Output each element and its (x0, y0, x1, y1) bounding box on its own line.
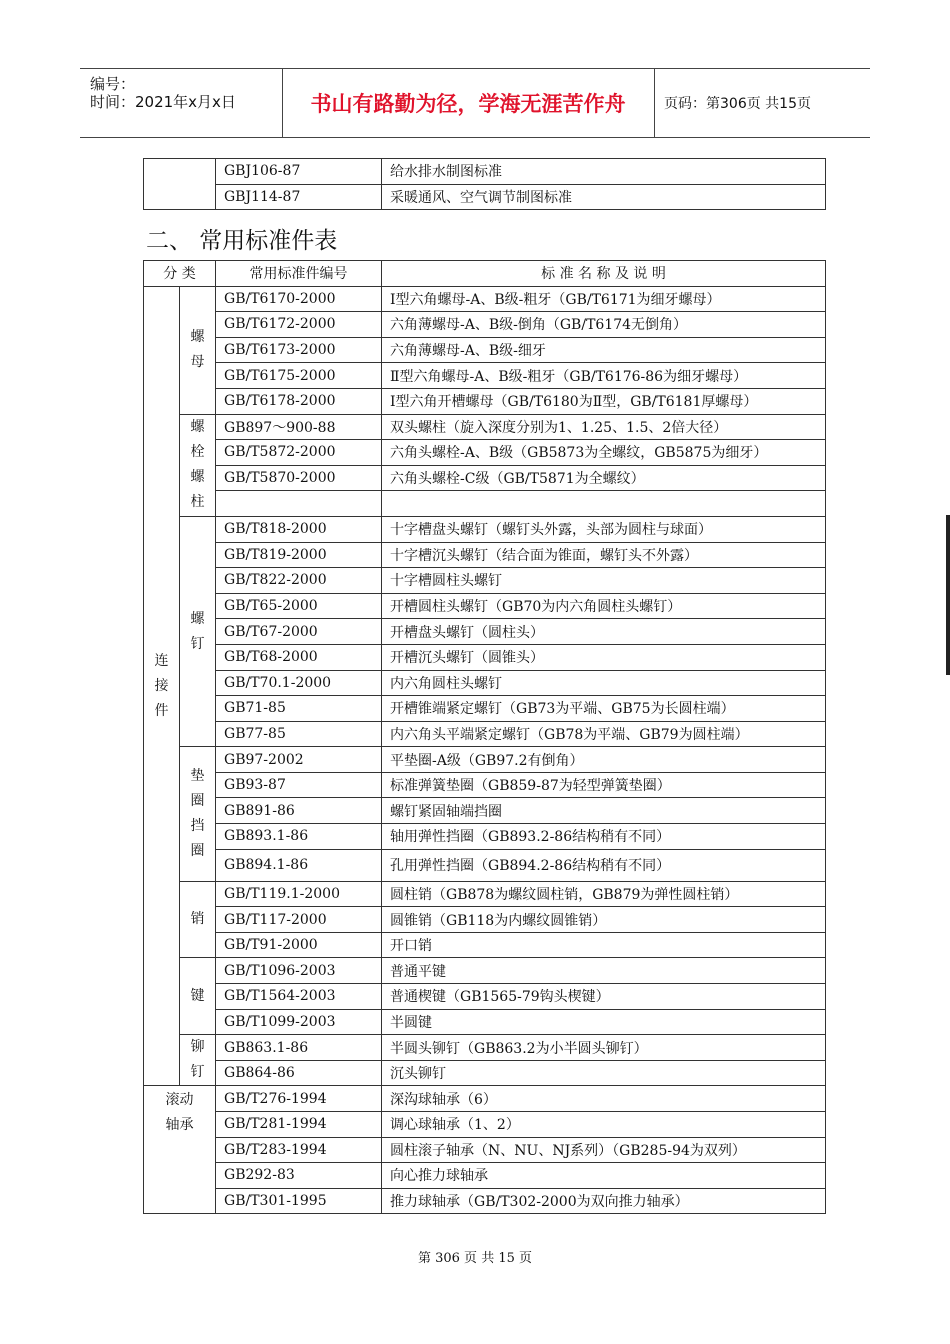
desc-cell: 半圆键 (382, 1009, 826, 1035)
table-row (144, 1137, 826, 1163)
table-row (144, 907, 826, 933)
category-bolt: 螺栓螺柱 (180, 414, 216, 516)
desc-cell: 十字槽圆柱头螺钉 (382, 568, 826, 594)
desc-cell: 半圆头铆钉（GB863.2为小半圆头铆钉） (382, 1035, 826, 1061)
code-cell: GB897～900-88 (216, 414, 382, 440)
table-row (144, 312, 826, 338)
code-cell: GBJ106-87 (216, 159, 382, 185)
table-row (144, 388, 826, 414)
desc-cell: Ⅰ型六角开槽螺母（GB/T6180为Ⅱ型，GB/T6181厚螺母） (382, 388, 826, 414)
desc-cell: 平垫圈-A级（GB97.2有倒角） (382, 747, 826, 773)
page-edge-bar (946, 515, 950, 675)
desc-cell: Ⅰ型六角螺母-A、B级-粗牙（GB/T6171为细牙螺母） (382, 286, 826, 312)
code-label: 编号： (90, 75, 136, 93)
code-cell: GB/T67-2000 (216, 619, 382, 645)
code-cell: GB/T1564-2003 (216, 984, 382, 1010)
code-cell: GB/T6175-2000 (216, 363, 382, 389)
time-label: 时间：2021年x月x日 (90, 93, 236, 111)
desc-cell: 采暖通风、空气调节制图标准 (382, 184, 826, 210)
code-cell: GB/T1099-2003 (216, 1009, 382, 1035)
code-cell: GB863.1-86 (216, 1035, 382, 1061)
table-row (144, 465, 826, 491)
desc-cell: 六角头螺栓-C级（GB/T5871为全螺纹） (382, 465, 826, 491)
desc-cell: 深沟球轴承（6） (382, 1086, 826, 1112)
header-meta (80, 69, 283, 137)
code-cell: GB/T283-1994 (216, 1137, 382, 1163)
table-row (144, 958, 826, 984)
table-row (144, 1086, 826, 1112)
header-category: 分 类 (144, 261, 216, 287)
table-row (144, 1188, 826, 1214)
category-washer: 垫圈挡圈 (180, 747, 216, 881)
desc-cell: 十字槽沉头螺钉（结合面为锥面，螺钉头不外露） (382, 542, 826, 568)
category-screw: 螺钉 (180, 516, 216, 746)
table-row (144, 984, 826, 1010)
table-row (144, 286, 826, 312)
desc-cell: 圆柱销（GB878为螺纹圆柱销，GB879为弹性圆柱销） (382, 881, 826, 907)
code-cell: GB292-83 (216, 1163, 382, 1189)
code-cell: GB/T68-2000 (216, 644, 382, 670)
code-cell: GBJ114-87 (216, 184, 382, 210)
code-cell: GB/T65-2000 (216, 593, 382, 619)
table-row (144, 849, 826, 881)
code-cell: GB/T1096-2003 (216, 958, 382, 984)
table-row (144, 824, 826, 850)
code-cell: GB/T822-2000 (216, 568, 382, 594)
desc-cell: 内六角圆柱头螺钉 (382, 670, 826, 696)
table-header-row (144, 261, 826, 287)
table-row (144, 798, 826, 824)
desc-cell: Ⅱ型六角螺母-A、B级-粗牙（GB/T6176-86为细牙螺母） (382, 363, 826, 389)
table-row (144, 159, 826, 185)
section-title: 二、 常用标准件表 (146, 228, 338, 254)
code-cell: GB/T301-1995 (216, 1188, 382, 1214)
table-row (144, 772, 826, 798)
code-cell: GB/T70.1-2000 (216, 670, 382, 696)
table-row (144, 932, 826, 958)
code-cell: GB/T6173-2000 (216, 337, 382, 363)
code-cell: GB77-85 (216, 721, 382, 747)
table-row (144, 1009, 826, 1035)
header-code: 常用标准件编号 (216, 261, 382, 287)
table-row (144, 414, 826, 440)
desc-cell: 开口销 (382, 932, 826, 958)
code-cell: GB/T119.1-2000 (216, 881, 382, 907)
desc-cell: 推力球轴承（GB/T302-2000为双向推力轴承） (382, 1188, 826, 1214)
top-table (143, 158, 826, 210)
code-cell: GB893.1-86 (216, 824, 382, 850)
table-row (144, 644, 826, 670)
desc-cell: 开槽锥端紧定螺钉（GB73为平端、GB75为长圆柱端） (382, 696, 826, 722)
table-row (144, 619, 826, 645)
desc-cell: 沉头铆钉 (382, 1060, 826, 1086)
desc-cell: 开槽沉头螺钉（圆锥头） (382, 644, 826, 670)
table-row (144, 593, 826, 619)
table-row (144, 747, 826, 773)
code-cell: GB/T6178-2000 (216, 388, 382, 414)
category-pin: 销 (180, 881, 216, 958)
table-row (144, 184, 826, 210)
code-cell: GB71-85 (216, 696, 382, 722)
code-cell: GB/T6172-2000 (216, 312, 382, 338)
desc-cell: 向心推力球轴承 (382, 1163, 826, 1189)
table-row (144, 1163, 826, 1189)
header-desc: 标 准 名 称 及 说 明 (382, 261, 826, 287)
desc-cell: 轴用弹性挡圈（GB893.2-86结构稍有不同） (382, 824, 826, 850)
category-bearing: 滚动轴承 (144, 1086, 216, 1214)
table-row (144, 568, 826, 594)
code-cell: GB/T276-1994 (216, 1086, 382, 1112)
table-row (144, 1035, 826, 1061)
desc-cell (382, 491, 826, 517)
code-cell: GB864-86 (216, 1060, 382, 1086)
code-cell: GB/T819-2000 (216, 542, 382, 568)
code-cell: GB/T6170-2000 (216, 286, 382, 312)
desc-cell: 给水排水制图标准 (382, 159, 826, 185)
table-row (144, 363, 826, 389)
desc-cell: 六角薄螺母-A、B级-倒角（GB/T6174无倒角） (382, 312, 826, 338)
desc-cell: 内六角头平端紧定螺钉（GB78为平端、GB79为圆柱端） (382, 721, 826, 747)
table-row (144, 881, 826, 907)
page-label: 页码：第306页 共15页 (664, 96, 811, 112)
desc-cell: 圆锥销（GB118为内螺纹圆锥销） (382, 907, 826, 933)
code-cell (216, 491, 382, 517)
code-cell: GB891-86 (216, 798, 382, 824)
desc-cell: 六角薄螺母-A、B级-细牙 (382, 337, 826, 363)
desc-cell: 圆柱滚子轴承（N、NU、NJ系列）（GB285-94为双列） (382, 1137, 826, 1163)
category-key: 键 (180, 958, 216, 1035)
code-cell: GB/T818-2000 (216, 516, 382, 542)
table-row (144, 491, 826, 517)
code-cell: GB/T5870-2000 (216, 465, 382, 491)
desc-cell: 普通楔键（GB1565-79钩头楔键） (382, 984, 826, 1010)
page-header (80, 68, 870, 138)
desc-cell: 孔用弹性挡圈（GB894.2-86结构稍有不同） (382, 849, 826, 881)
header-motto: 书山有路勤为径，学海无涯苦作舟 (282, 69, 655, 137)
page-footer: 第 306 页 共 15 页 (417, 1251, 533, 1266)
header-page-label (664, 69, 870, 137)
table-row (144, 542, 826, 568)
code-cell: GB97-2002 (216, 747, 382, 773)
table-row (144, 337, 826, 363)
desc-cell: 标准弹簧垫圈（GB859-87为轻型弹簧垫圈） (382, 772, 826, 798)
table-row (144, 1060, 826, 1086)
category-rivet: 铆钉 (180, 1035, 216, 1086)
table-row (144, 721, 826, 747)
table-row (144, 440, 826, 466)
code-cell: GB/T5872-2000 (216, 440, 382, 466)
code-cell: GB/T117-2000 (216, 907, 382, 933)
category-nut: 螺母 (180, 286, 216, 414)
desc-cell: 开槽圆柱头螺钉（GB70为内六角圆柱头螺钉） (382, 593, 826, 619)
code-cell: GB/T281-1994 (216, 1112, 382, 1138)
desc-cell: 开槽盘头螺钉（圆柱头） (382, 619, 826, 645)
code-cell: GB894.1-86 (216, 849, 382, 881)
code-cell: GB/T91-2000 (216, 932, 382, 958)
table-row (144, 516, 826, 542)
table-row (144, 670, 826, 696)
desc-cell: 双头螺柱（旋入深度分别为1、1.25、1.5、2倍大径） (382, 414, 826, 440)
empty-cell (144, 159, 216, 210)
code-cell: GB93-87 (216, 772, 382, 798)
category-connectors: 连接件 (144, 286, 180, 1086)
desc-cell: 十字槽盘头螺钉（螺钉头外露，头部为圆柱与球面） (382, 516, 826, 542)
standard-parts-table (143, 260, 826, 1214)
table-row (144, 696, 826, 722)
desc-cell: 六角头螺栓-A、B级（GB5873为全螺纹，GB5875为细牙） (382, 440, 826, 466)
table-row (144, 1112, 826, 1138)
desc-cell: 普通平键 (382, 958, 826, 984)
desc-cell: 调心球轴承（1、2） (382, 1112, 826, 1138)
desc-cell: 螺钉紧固轴端挡圈 (382, 798, 826, 824)
